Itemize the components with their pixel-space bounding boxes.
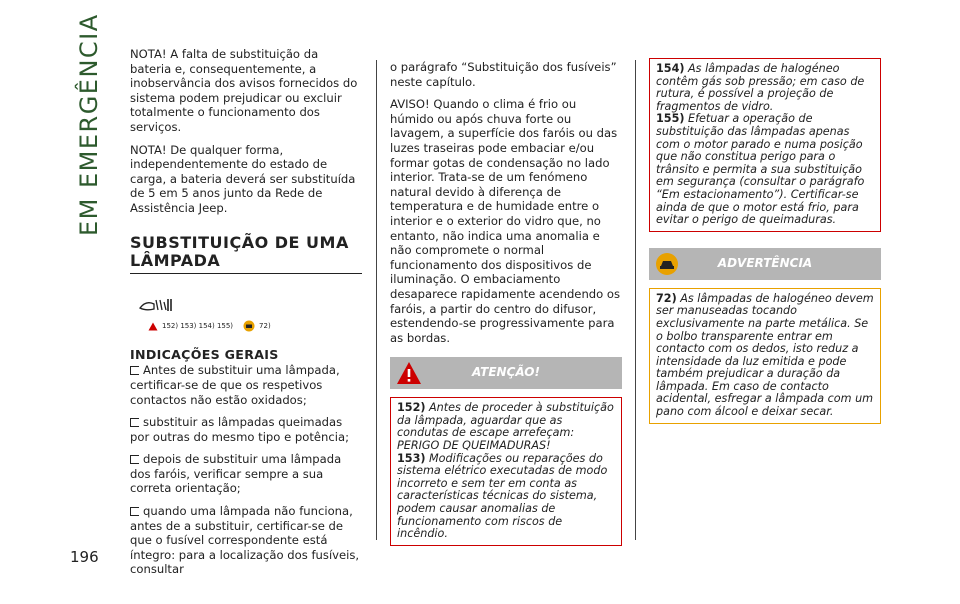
warning-item: 153) Modificações ou reparações do sistema elétrico executadas de modo incorreto e sem ter em conta as características técnicas do sistema, podem causar anomalias de funcionamento com riscos de incêndio. [397, 451, 608, 541]
column-3 [649, 58, 881, 424]
paragraph: o parágrafo “Substituição dos fusíveis” neste capítulo. [390, 60, 617, 89]
column-1 [130, 47, 362, 585]
advertencia-banner [649, 248, 881, 280]
caution-car-icon [655, 252, 679, 276]
danger-triangle-icon [148, 322, 158, 331]
note-paragraph: NOTA! A falta de substituição da bateria e, consequentemente, a inobservância dos avisos fornecidos do sistema podem prejudicar ou excluir totalmente o funcionamento dos serviços. [130, 47, 358, 134]
section-heading: SUBSTITUIÇÃO DE UMA LÂMPADA [130, 234, 362, 274]
attention-box [390, 397, 622, 546]
chapter-side-title: EM EMERGÊNCIA [75, 13, 103, 236]
banner-title: ATENÇÃO! [472, 365, 540, 380]
bullet-icon [130, 455, 139, 464]
bullet-icon [130, 418, 139, 427]
warning-item: 154) As lâmpadas de halogéneo contêm gás sob pressão; em caso de rutura, é possível a projeção de fragmentos de vidro. [656, 62, 865, 113]
attention-banner [390, 357, 622, 389]
caution-item: 72) As lâmpadas de halogéneo devem ser manuseadas tocando exclusivamente na parte metálica. Se o bolbo transparente entrar em contacto com os dedos, isto reduz a intensidade da luz emitida e pode também prejudicar a duração da lâmpada. Em caso de contacto acidental, esfregar a lâmpada com um pano com álcool e deixar secar. [656, 291, 874, 419]
caution-refs: 72) [259, 322, 271, 331]
banner-title: ADVERTÊNCIA [717, 255, 813, 270]
warning-refs: 152) 153) 154) 155) [162, 322, 234, 331]
warning-references [148, 319, 362, 334]
caution-icon [243, 320, 255, 332]
paragraph: AVISO! Quando o clima é frio ou húmido ou após chuva forte ou lavagem, a superfície dos faróis ou das luzes traseiras pode embaciar e/ou formar gotas de condensação no lado interior. Trata-se de um fenómeno natural devido à diferença de temperatura e de humidade entre o interior e o exterior do vidro que, no entanto, não indica uma anomalia e não compromete o normal funcionamento dos dispositivos de iluminação. O embaciamento desaparece rapidamente acendendo os faróis, a partir do centro do difusor, estendendo-se progressivamente para as bordas. [390, 97, 621, 345]
list-item: Antes de substituir uma lâmpada, certificar-se de que os respetivos contactos não estão oxidados; [130, 363, 340, 407]
advertencia-box [649, 288, 881, 424]
bullet-icon [130, 366, 139, 375]
warning-item: 155) Efetuar a operação de substituição das lâmpadas apenas com o motor parado e numa posição que não constitua perigo para o trânsito e permita a sua substituição em segurança (consultar o parágrafo “Em estacionamento”). Certificar-se ainda de que o motor está frio, para evitar o perigo de queimaduras. [656, 112, 865, 227]
attention-box-continued [649, 58, 881, 232]
danger-triangle-icon [396, 361, 422, 385]
list-item: quando uma lâmpada não funciona, antes de a substituir, certificar-se de que o fusível correspondente está íntegro: para a localização dos fusíveis, consultar [130, 504, 360, 577]
lightbulb-icon [138, 296, 176, 314]
list-item: substituir as lâmpadas queimadas por outras do mesmo tipo e potência; [130, 415, 349, 444]
warning-item: 152) Antes de proceder à substituição da lâmpada, aguardar que as condutas de escape arrefeçam: PERIGO DE QUEIMADURAS! [397, 401, 614, 453]
page-number: 196 [70, 548, 99, 566]
column-2 [390, 60, 622, 546]
bullet-icon [130, 507, 139, 516]
subsection-heading: INDICAÇÕES GERAIS [130, 346, 279, 362]
column-divider [635, 60, 636, 540]
list-item: depois de substituir uma lâmpada dos faróis, verificar sempre a sua correta orientação; [130, 452, 342, 496]
column-divider [376, 60, 377, 540]
note-paragraph: NOTA! De qualquer forma, independentemente do estado de carga, a bateria deverá ser substituída de 5 em 5 anos junto da Rede de Assistência Jeep. [130, 142, 356, 215]
